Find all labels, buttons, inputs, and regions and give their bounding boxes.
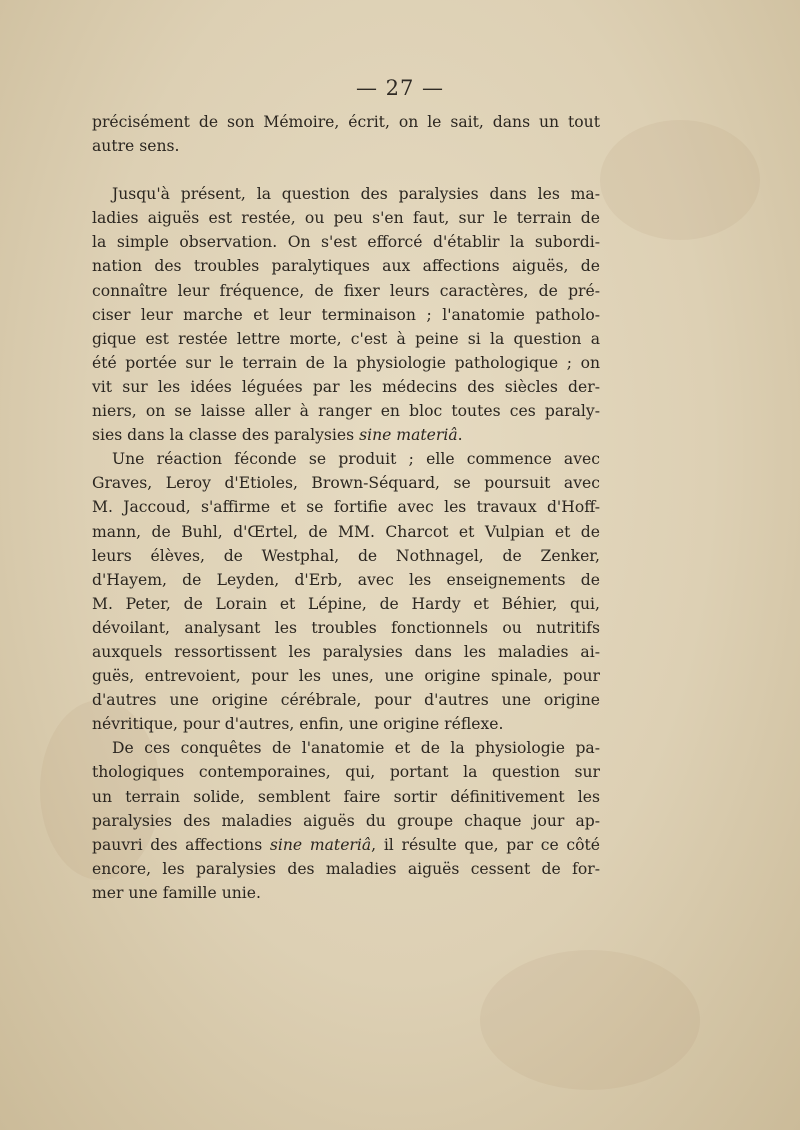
text-line: connaître leur fréquence, de fixer leurs caractères, de pré-: [92, 281, 600, 300]
text-line: pauvri des affections sine materiâ, il résulte que, par ce côté: [92, 835, 600, 854]
text-line: M. Peter, de Lorain et Lépine, de Hardy et Béhier, qui,: [92, 594, 600, 613]
text-line: d'Hayem, de Leyden, d'Erb, avec les enseignements de: [92, 570, 600, 589]
text-line: auxquels ressortissent les paralysies dans les maladies ai-: [92, 642, 600, 661]
text-line: dévoilant, analysant les troubles fonctionnels ou nutritifs: [92, 618, 600, 637]
text-line: paralysies des maladies aiguës du groupe chaque jour ap-: [92, 811, 600, 830]
text-line: autre sens.: [92, 137, 180, 156]
paper-stain: [480, 950, 700, 1090]
text-line: sies dans la classe des paralysies sine materiâ.: [92, 426, 463, 445]
text-line: gique est restée lettre morte, c'est à peine si la question a: [92, 329, 600, 348]
text-line: Jusqu'à présent, la question des paralysies dans les ma-: [112, 185, 600, 204]
text-line: vit sur les idées léguées par les médecins des siècles der-: [92, 377, 600, 396]
text-line: névritique, pour d'autres, enfin, une origine réflexe.: [92, 715, 504, 734]
text-line: ladies aiguës est restée, ou peu s'en faut, sur le terrain de: [92, 209, 600, 228]
text-line: ciser leur marche et leur terminaison ; l'anatomie patholo-: [92, 305, 600, 324]
text-line: Une réaction féconde se produit ; elle commence avec: [112, 450, 600, 469]
page-number: — 27 —: [355, 76, 445, 100]
text-line: leurs élèves, de Westphal, de Nothnagel, de Zenker,: [92, 546, 600, 565]
text-line: De ces conquêtes de l'anatomie et de la physiologie pa-: [112, 739, 600, 758]
text-line: été portée sur le terrain de la physiologie pathologique ; on: [92, 353, 600, 372]
body-text: [92, 110, 600, 905]
text-line: un terrain solide, semblent faire sortir définitivement les: [92, 787, 600, 806]
italic-term: sine materiâ: [359, 426, 458, 445]
text-line: nation des troubles paralytiques aux affections aiguës, de: [92, 257, 600, 276]
text-line: d'autres une origine cérébrale, pour d'autres une origine: [92, 691, 600, 710]
text-line: la simple observation. On s'est efforcé d'établir la subordi-: [92, 233, 600, 252]
paper-stain: [600, 120, 760, 240]
text-line: mer une famille unie.: [92, 883, 261, 902]
text-line: mann, de Buhl, d'Œrtel, de MM. Charcot et Vulpian et de: [92, 522, 600, 541]
text-line: M. Jaccoud, s'affirme et se fortifie avec les travaux d'Hoff-: [92, 498, 600, 517]
text-line: Graves, Leroy d'Etioles, Brown-Séquard, se poursuit avec: [92, 474, 600, 493]
text-line: précisément de son Mémoire, écrit, on le sait, dans un tout: [92, 113, 600, 131]
italic-term: sine materiâ: [269, 835, 372, 854]
text-line: encore, les paralysies des maladies aiguës cessent de for-: [92, 859, 600, 878]
text-line: guës, entrevoient, pour les unes, une origine spinale, pour: [92, 667, 600, 686]
text-line: niers, on se laisse aller à ranger en bloc toutes ces paraly-: [92, 402, 600, 421]
text-line: thologiques contemporaines, qui, portant la question sur: [92, 763, 600, 782]
